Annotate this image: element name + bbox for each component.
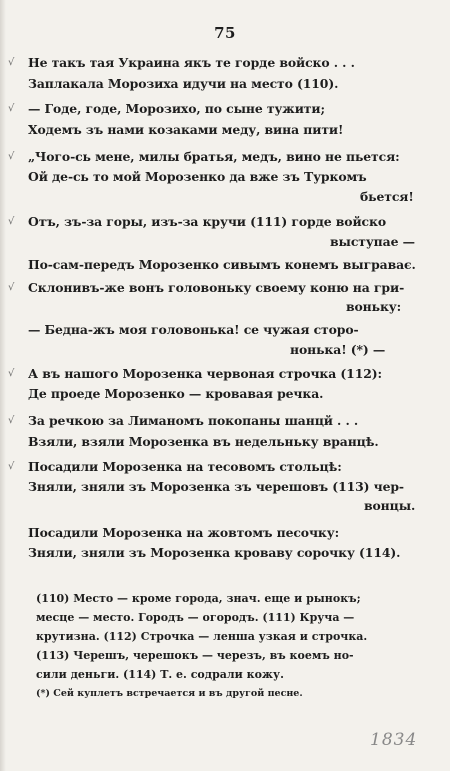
- footnote-line: (110) Место — кроме города, знач. еще и рынокъ;: [36, 592, 361, 605]
- verse-line: — Бедна-жъ моя головонька! се чужая сторо-: [28, 322, 359, 337]
- scan-edge-shadow: [0, 0, 6, 771]
- check-mark-icon: √: [8, 368, 15, 379]
- verse-line-continuation: нонька! (*) —: [290, 342, 386, 357]
- verse-line: „Чого-сь мене, милы братья, медъ, вино не пьется:: [28, 149, 400, 164]
- verse-line: Заплакала Морозиха идучи на место (110).: [28, 76, 339, 91]
- verse-line: Склонивъ-же вонъ головоньку своему коню на гри-: [28, 280, 405, 295]
- verse-line: Ходемъ зъ нами козаками меду, вина пити!: [28, 122, 344, 137]
- verse-line: Не такъ тая Украина якъ те горде войско . . .: [28, 55, 355, 70]
- verse-line: Зняли, зняли зъ Морозенка зъ черешовъ (113) чер-: [28, 479, 404, 494]
- verse-line: Ой де-сь то мой Морозенко да вже зъ Туркомъ: [28, 169, 367, 184]
- verse-line: Де проеде Морозенко — кровавая речка.: [28, 386, 324, 401]
- verse-line: По-сам-передъ Морозенко сивымъ конемъ выграває.: [28, 257, 416, 272]
- check-mark-icon: √: [8, 216, 15, 227]
- check-mark-icon: √: [8, 57, 15, 68]
- footnote-line: сили деньги. (114) Т. е. содрали кожу.: [36, 668, 284, 681]
- page-number: 75: [214, 24, 236, 42]
- check-mark-icon: √: [8, 151, 15, 162]
- verse-line: За речкою за Лиманомъ покопаны шанцй . . .: [28, 413, 359, 428]
- check-mark-icon: √: [8, 461, 15, 472]
- check-mark-icon: √: [8, 103, 15, 114]
- verse-line: — Годе, годе, Морозихо, по сыне тужити;: [28, 101, 325, 116]
- verse-line: Взяли, взяли Морозенка въ недельньку вранцѣ.: [28, 434, 379, 449]
- verse-line: Посадили Морозенка на тесовомъ стольцѣ:: [28, 459, 342, 474]
- footnote-line: (113) Черешъ, черешокъ — черезъ, въ коемъ но-: [36, 649, 354, 662]
- footnote-line: крутизна. (112) Строчка — ленша узкая и строчка.: [36, 630, 368, 643]
- verse-line-continuation: бьется!: [360, 189, 414, 204]
- footnote-star: (*) Сей куплетъ встречается и въ другой песне.: [36, 688, 303, 699]
- verse-line: Отъ, зъ-за горы, изъ-за кручи (111) горде войско: [28, 214, 386, 229]
- footnote-line: месце — место. Городъ — огородъ. (111) Круча —: [36, 611, 355, 624]
- check-mark-icon: √: [8, 415, 15, 426]
- verse-line: А въ нашого Морозенка червоная строчка (112):: [28, 366, 382, 381]
- verse-line-continuation: вонцы.: [364, 498, 416, 513]
- verse-line-continuation: выступае —: [330, 234, 415, 249]
- check-mark-icon: √: [8, 282, 15, 293]
- verse-line-continuation: воньку:: [346, 299, 402, 314]
- verse-line: Зняли, зняли зъ Морозенка кроваву сорочку (114).: [28, 545, 401, 560]
- verse-line: Посадили Морозенка на жовтомъ песочку:: [28, 525, 340, 540]
- handwritten-note: 1834: [370, 730, 418, 750]
